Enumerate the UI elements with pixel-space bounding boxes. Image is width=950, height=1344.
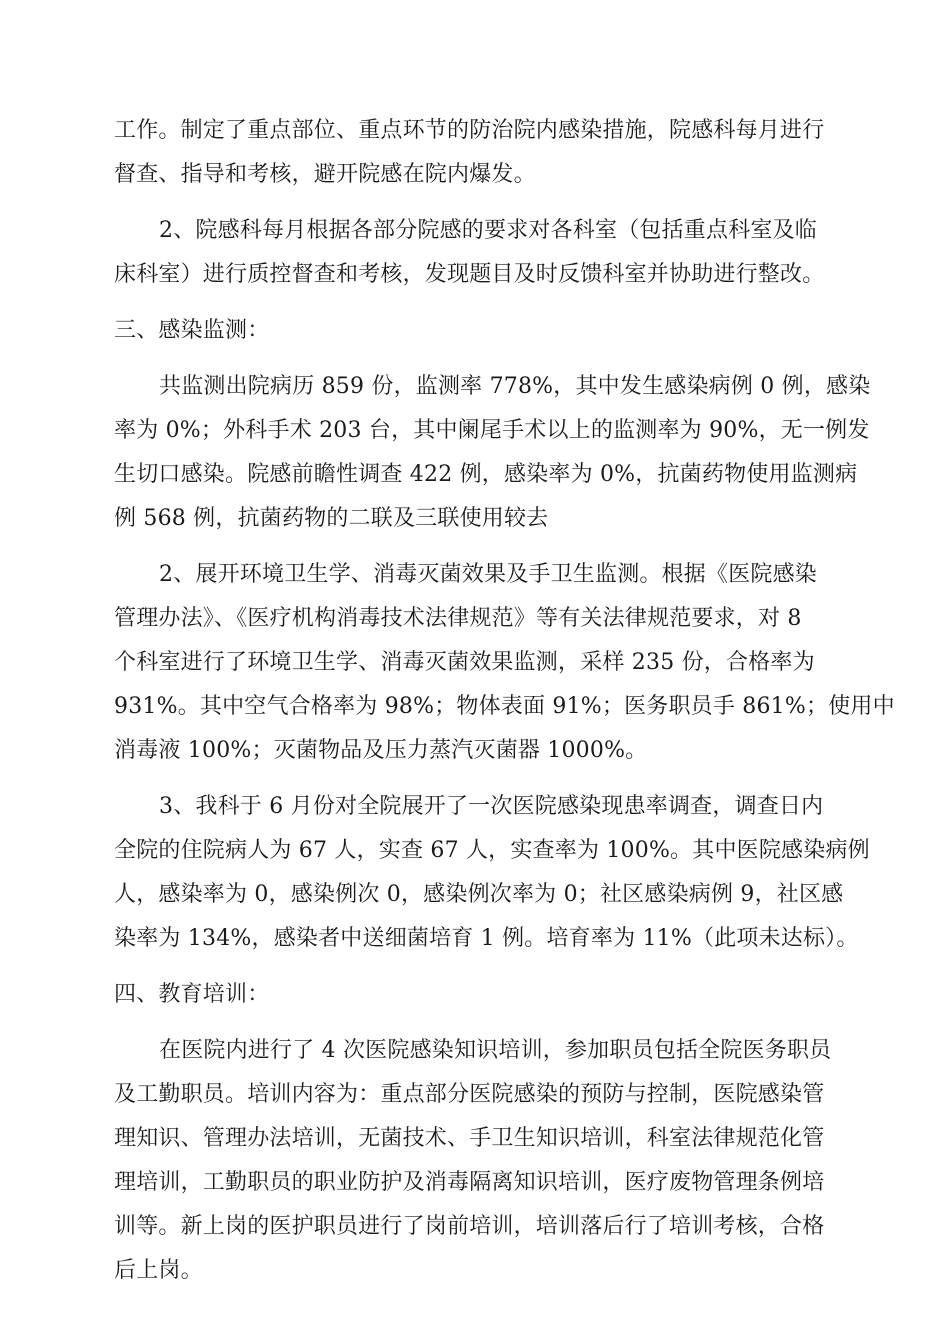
text-line: 率为 0%；外科手术 203 台，其中阑尾手术以上的监测率为 90%，无一例发 xyxy=(114,418,870,443)
text-line: 931%。其中空气合格率为 98%；物体表面 91%；医务职员手 861%；使用中 xyxy=(114,694,895,719)
paragraph-monthly-inspection xyxy=(114,209,836,297)
text-line: 生切口感染。院感前瞻性调查 422 例，感染率为 0%，抗菌药物使用监测病 xyxy=(114,462,858,487)
text-line: 在医院内进行了 4 次医院感染知识培训，参加职员包括全院医务职员 xyxy=(159,1038,832,1063)
paragraph-continuation xyxy=(114,109,836,197)
paragraph-environment-monitoring xyxy=(114,553,895,773)
text-line: 人，感染率为 0，感染例次 0，感染例次率为 0；社区感染病例 9，社区感 xyxy=(114,882,844,907)
text-line: 个科室进行了环境卫生学、消毒灭菌效果监测，采样 235 份，合格率为 xyxy=(114,650,815,675)
text-line: 全院的住院病人为 67 人，实查 67 人，实查率为 100%。其中医院感染病例 xyxy=(114,838,870,863)
text-line: 床科室）进行质控督查和考核，发现题目及时反馈科室并协助进行整改。 xyxy=(114,262,825,287)
text-line: 染率为 134%，感染者中送细菌培育 1 例。培育率为 11%（此项未达标）。 xyxy=(114,926,859,951)
text-line: 管理办法》、《医疗机构消毒技术法律规范》等有关法律规范要求，对 8 xyxy=(114,606,802,631)
text-line: 督查、指导和考核，避开院感在院内爆发。 xyxy=(114,162,536,187)
text-line: 后上岗。 xyxy=(114,1258,203,1283)
text-line: 及工勤职员。培训内容为：重点部分医院感染的预防与控制，医院感染管 xyxy=(114,1082,825,1107)
text-line: 工作。制定了重点部位、重点环节的防治院内感染措施，院感科每月进行 xyxy=(114,118,825,143)
heading-text: 三、感染监测： xyxy=(114,318,270,343)
section-heading-education-training xyxy=(114,973,836,1017)
text-line: 理培训，工勤职员的职业防护及消毒隔离知识培训，医疗废物管理条例培 xyxy=(114,1170,825,1195)
text-line: 2、院感科每月根据各部分院感的要求对各科室（包括重点科室及临 xyxy=(159,218,817,243)
section-heading-infection-monitoring xyxy=(114,309,836,353)
paragraph-prevalence-survey xyxy=(114,785,870,961)
text-line: 2、展开环境卫生学、消毒灭菌效果及手卫生监测。根据《医院感染 xyxy=(159,562,817,587)
document-page xyxy=(114,109,895,1305)
heading-text: 四、教育培训： xyxy=(114,982,270,1007)
paragraph-training-details xyxy=(114,1029,836,1293)
text-line: 理知识、管理办法培训，无菌技术、手卫生知识培训，科室法律规范化管 xyxy=(114,1126,825,1151)
text-line: 3、我科于 6 月份对全院展开了一次医院感染现患率调查，调查日内 xyxy=(159,794,824,819)
text-line: 共监测出院病历 859 份，监测率 778%，其中发生感染病例 0 例，感染 xyxy=(159,374,871,399)
text-line: 训等。新上岗的医护职员进行了岗前培训，培训落后行了培训考核，合格 xyxy=(114,1214,825,1239)
text-line: 例 568 例，抗菌药物的二联及三联使用较去 xyxy=(114,506,549,531)
text-line: 消毒液 100%；灭菌物品及压力蒸汽灭菌器 1000%。 xyxy=(114,738,648,763)
paragraph-monitoring-stats xyxy=(114,365,871,541)
